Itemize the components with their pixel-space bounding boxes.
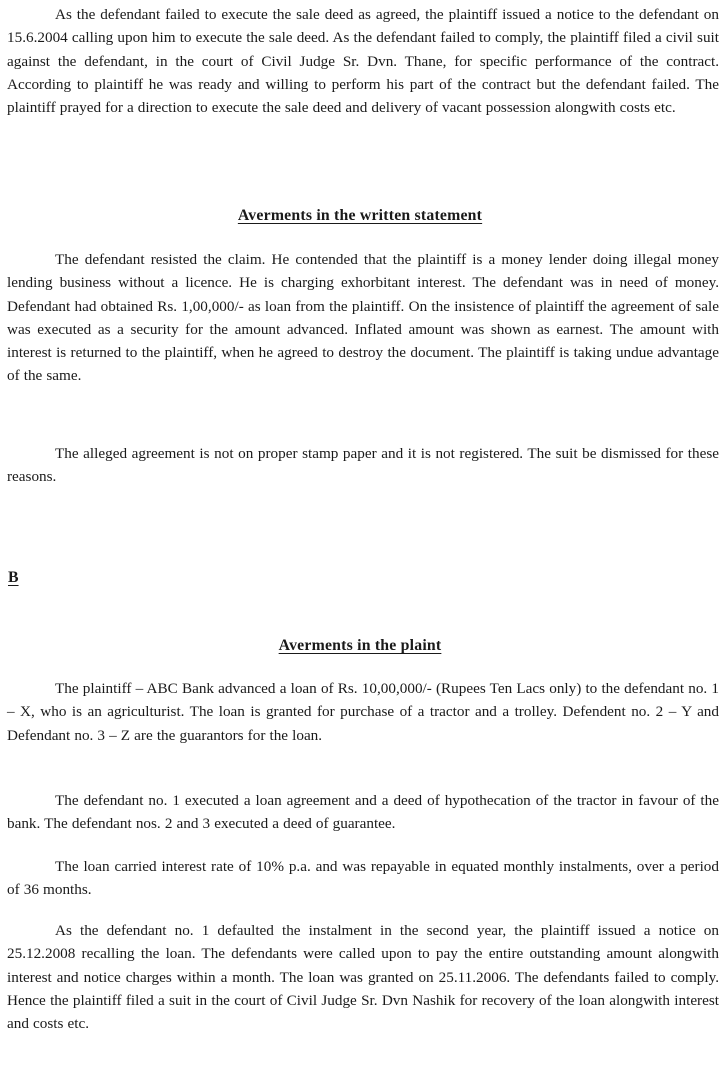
paragraph-interest-rate: The loan carried interest rate of 10% p.a. and was repayable in equated monthly instalments, over a period of 36 months. bbox=[7, 858, 719, 899]
paragraph-default-and-recovery: As the defendant no. 1 defaulted the instalment in the second year, the plaintiff issued a notice on 25.12.2008 recalling the loan. The defendants were called upon to pay the entire outstanding amount alongwith interest and notice charges within a month. The loan was granted on 25.11.2006. The defendants failed to comply. Hence the plaintiff filed a suit in the court of Civil Judge Sr. Dvn Nashik for recovery of the loan alongwith interest and costs etc. bbox=[7, 922, 719, 1033]
paragraph-loan-advanced: The plaintiff – ABC Bank advanced a loan of Rs. 10,00,000/- (Rupees Ten Lacs only) to the defendant no. 1 – X, who is an agriculturist. The loan is granted for purchase of a tractor and a trolley. Defendent no. 2 – Y and Defendant no. 3 – Z are the guarantors for the loan. bbox=[7, 680, 719, 744]
heading-written-statement: Averments in the written statement bbox=[237, 207, 483, 224]
paragraph-loan-agreement: The defendant no. 1 executed a loan agreement and a deed of hypothecation of the tractor in favour of the bank. The defendant nos. 2 and 3 executed a deed of guarantee. bbox=[7, 792, 719, 833]
section-label-b: B bbox=[8, 569, 19, 586]
heading-plaint: Averments in the plaint bbox=[278, 637, 442, 654]
paragraph-defendant-resistance: The defendant resisted the claim. He contended that the plaintiff is a money lender doing illegal money lending business without a licence. He is charging exhorbitant interest. The defendant was in need of money. Defendant had obtained Rs. 1,00,000/- as loan from the plaintiff. On the insistence of plaintiff the agreement of sale was executed as a security for the amount advanced. Inflated amount was shown as earnest. The amount with interest is returned to the plaintiff, when he agreed to destroy the document. The plaintiff is taking undue advantage of the same. bbox=[7, 251, 719, 385]
paragraph-notice-and-suit: As the defendant failed to execute the sale deed as agreed, the plaintiff issued a notice to the defendant on 15.6.2004 calling upon him to execute the sale deed. As the defendant failed to comply, the plaintiff filed a civil suit against the defendant, in the court of Civil Judge Sr. Dvn. Thane, for specific performance of the contract. According to plaintiff he was ready and willing to perform his part of the contract but the defendant failed. The plaintiff prayed for a direction to execute the sale deed and delivery of vacant possession alongwith costs etc. bbox=[7, 6, 719, 117]
paragraph-stamp-paper: The alleged agreement is not on proper stamp paper and it is not registered. The suit be dismissed for these reasons. bbox=[7, 445, 719, 486]
